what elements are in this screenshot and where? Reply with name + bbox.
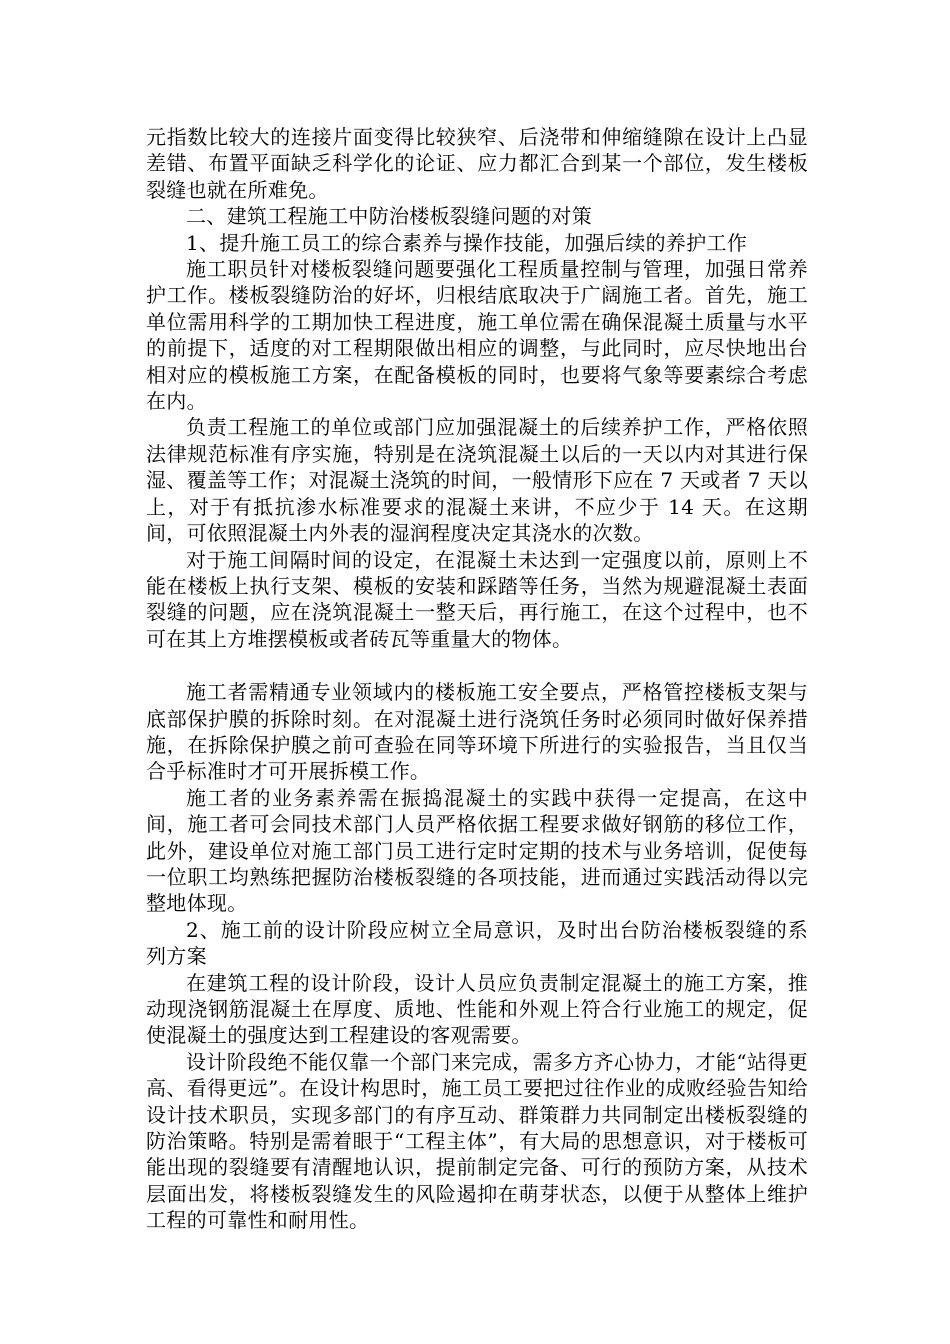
subsection-heading-1: 1、提升施工员工的综合素养与操作技能，加强后续的养护工作 <box>186 230 748 255</box>
paragraph-continuation: 元指数比较大的连接片面变得比较狭窄、后浇带和伸缩缝隙在设计上凸显差错、布置平面缺乏科学化的论证、应力都汇合到某一个部位，发生楼板裂缝也就在所难免。 <box>146 125 808 202</box>
paragraph: 施工者需精通专业领域内的楼板施工安全要点，严格管控楼板支架与底部保护膜的拆除时刻。在对混凝土进行浇筑任务时必须同时做好保养措施，在拆除保护膜之前可查验在同等环境下所进行的实验报告，当且仅当合乎标准时才可开展拆模工作。 <box>146 680 808 784</box>
document-body <box>146 124 808 1234</box>
paragraph: 设计阶段绝不能仅靠一个部门来完成，需多方齐心协力，才能“站得更高、看得更远”。在设计构思时，施工员工要把过往作业的成败经验告知给设计技术职员，实现多部门的有序互动、群策群力共同制定出楼板裂缝的防治策略。特别是需着眼于“工程主体”，有大局的思想意识，对于楼板可能出现的裂缝要有清醒地认识，提前制定完备、可行的预防方案，从技术层面出发，将楼板裂缝发生的风险遏抑在萌芽状态，以便于从整体上维护工程的可靠性和耐用性。 <box>146 1049 808 1233</box>
paragraph: 对于施工间隔时间的设定，在混凝土未达到一定强度以前，原则上不能在楼板上执行支架、模板的安装和踩踏等任务，当然为规避混凝土表面裂缝的问题，应在浇筑混凝土一整天后，再行施工，在这个过程中，也不可在其上方堆摆模板或者砖瓦等重量大的物体。 <box>146 547 808 651</box>
paragraph: 施工职员针对楼板裂缝问题要强化工程质量控制与管理，加强日常养护工作。楼板裂缝防治的好坏，归根结底取决于广阔施工者。首先，施工单位需用科学的工期加快工程进度，施工单位需在确保混凝土质量与水平的前提下，适度的对工程期限做出相应的调整，与此同时，应尽快地出台相对应的模板施工方案，在配备模板的同时，也要将气象等要素综合考虑在内。 <box>146 257 808 414</box>
paragraph: 负责工程施工的单位或部门应加强混凝土的后续养护工作，严格依照法律规范标准有序实施，特别是在浇筑混凝土以后的一天以内对其进行保湿、覆盖等工作；对混凝土浇筑的时间，一般情形下应在 7 天或者 7 天以上，对于有抵抗渗水标准要求的混凝土来讲，不应少于 14 天。在这期间，可依照混凝土内外表的湿润程度决定其浇水的次数。 <box>146 415 808 546</box>
subsection-heading-2: 2、施工前的设计阶段应树立全局意识，及时出台防治楼板裂缝的系列方案 <box>146 917 808 969</box>
section-heading-countermeasures: 二、建筑工程施工中防治楼板裂缝问题的对策 <box>186 204 592 229</box>
paragraph: 施工者的业务素养需在振捣混凝土的实践中获得一定提高，在这中间，施工者可会同技术部门人员严格依据工程要求做好钢筋的移位工作，此外，建设单位对施工部门员工进行定时定期的技术与业务培训，促使每一位职工均熟练把握防治楼板裂缝的各项技能，进而通过实践活动得以完整地体现。 <box>146 785 808 916</box>
paragraph: 在建筑工程的设计阶段，设计人员应负责制定混凝土的施工方案，推动现浇钢筋混凝土在厚度、质地、性能和外观上符合行业施工的规定，促使混凝土的强度达到工程建设的客观需要。 <box>146 970 808 1048</box>
